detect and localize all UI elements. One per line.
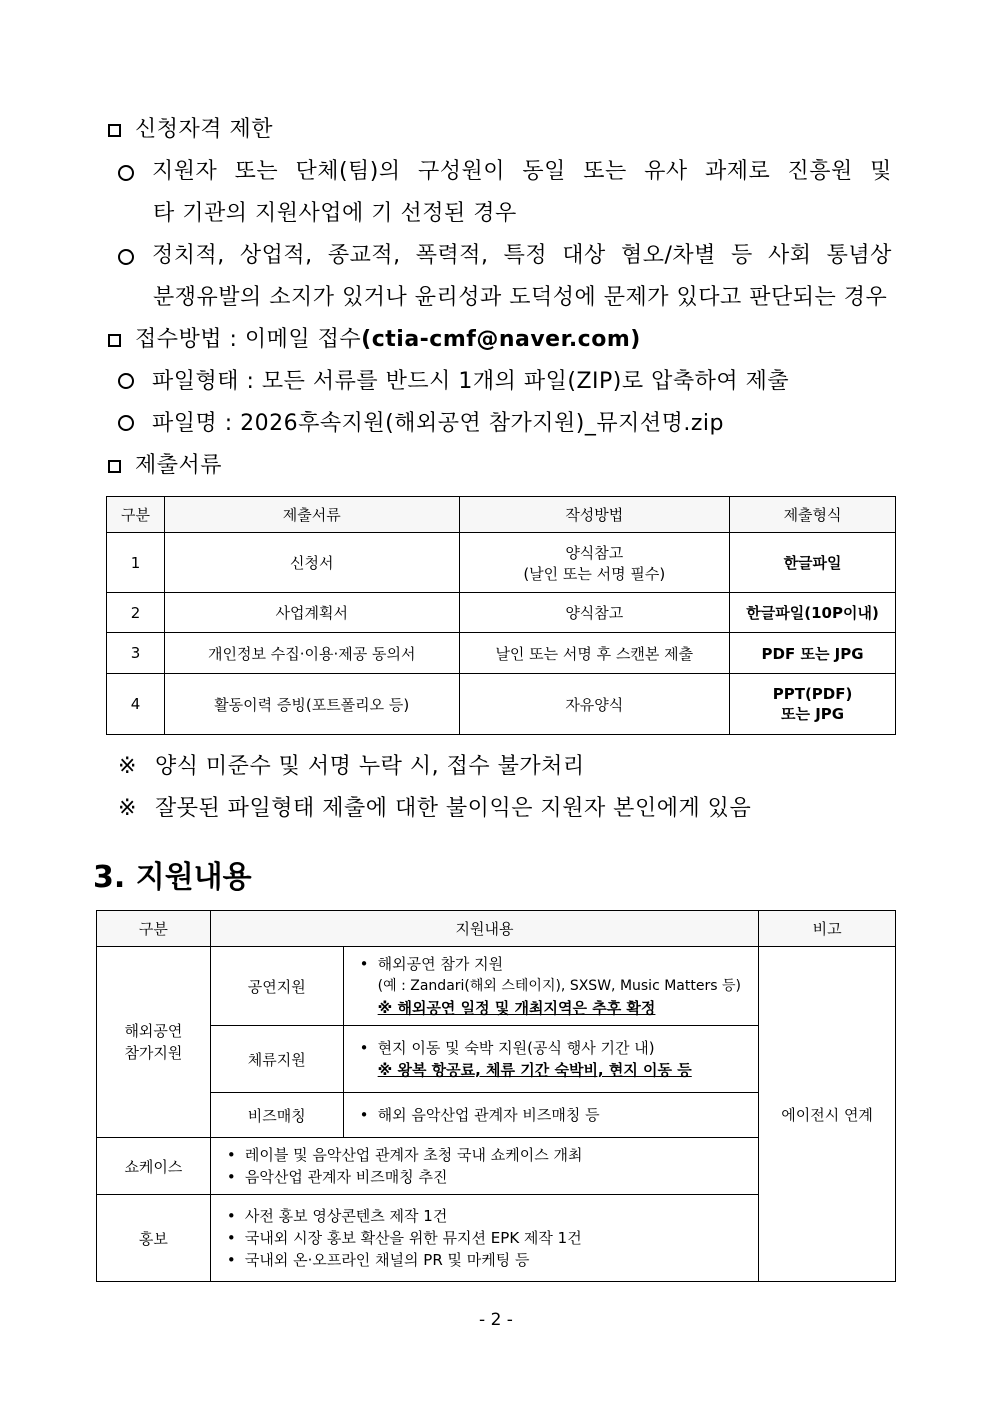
support-content: • 사전 홍보 영상콘텐츠 제작 1건 • 국내외 시장 홍보 확산을 위한 뮤지션 EPK 제작 1건 • 국내외 온·오프라인 채널의 PR 및 마케팅 등 xyxy=(210,1195,758,1282)
support-content: • 레이블 및 음악산업 관계자 초청 국내 쇼케이스 개최 • 음악산업 관계자 비즈매칭 추진 xyxy=(210,1138,758,1195)
sub-category: 비즈매칭 xyxy=(210,1093,343,1138)
word: 단체(팀)의 xyxy=(295,159,401,184)
word: 및 xyxy=(870,159,892,184)
group-label: 쇼케이스 xyxy=(97,1138,211,1195)
word: 통념상 xyxy=(826,243,892,268)
page-number: - 2 - xyxy=(479,1310,513,1330)
writing-method: 양식참고 xyxy=(459,593,730,633)
document-name: 개인정보 수집·이용·제공 동의서 xyxy=(164,633,459,674)
col-header: 제출서류 xyxy=(164,497,459,533)
word: 진흥원 xyxy=(787,159,853,184)
col-header: 구분 xyxy=(97,911,211,947)
col-header: 지원내용 xyxy=(210,911,758,947)
word: 정치적, xyxy=(152,243,225,268)
eligibility-item-1-line2: 타 기관의 지원사업에 기 선정된 경우 xyxy=(153,201,517,226)
eligibility-heading: 신청자격 제한 xyxy=(108,115,273,145)
file-name-item: 파일명 : 2026후속지원(해외공연 참가지원)_뮤지션명.zip xyxy=(118,409,724,439)
row-number: 2 xyxy=(107,593,165,633)
table-row xyxy=(107,674,896,735)
word: 지원자 xyxy=(152,159,218,184)
writing-method: 자유양식 xyxy=(459,674,730,735)
word: 종교적, xyxy=(327,243,401,268)
word: 구성원이 xyxy=(418,159,506,184)
col-header: 구분 xyxy=(107,497,165,533)
submission-format: PDF 또는 JPG xyxy=(730,633,896,674)
support-content: • 해외 음악산업 관계자 비즈매칭 등 xyxy=(343,1093,759,1138)
table-row xyxy=(107,593,896,633)
section-title: 3. 지원내용 xyxy=(93,860,252,895)
reference-mark-icon: ※ xyxy=(118,796,137,821)
sub-category: 체류지원 xyxy=(210,1026,343,1093)
circle-bullet-icon xyxy=(118,373,134,389)
table-row xyxy=(97,947,896,1026)
submission-email: (ctia-cmf@naver.com) xyxy=(361,327,641,352)
square-bullet-icon xyxy=(108,124,121,137)
writing-method: 날인 또는 서명 후 스캔본 제출 xyxy=(459,633,730,674)
remark: 에이전시 연계 xyxy=(759,947,896,1282)
word: 대상 xyxy=(562,243,606,268)
eligibility-item-2-line1 xyxy=(152,241,892,271)
document-name: 사업계획서 xyxy=(164,593,459,633)
word: 또는 xyxy=(583,159,627,184)
word: 동일 xyxy=(522,159,566,184)
row-number: 1 xyxy=(107,533,165,593)
square-bullet-icon xyxy=(108,334,121,347)
documents-heading: 제출서류 xyxy=(108,451,222,481)
group-label: 해외공연 참가지원 xyxy=(97,947,211,1138)
documents-header-row xyxy=(107,497,896,533)
word: 과제로 xyxy=(704,159,771,184)
submission-format: 한글파일 xyxy=(730,533,896,593)
col-header: 제출형식 xyxy=(730,497,896,533)
sub-category: 공연지원 xyxy=(210,947,343,1026)
eligibility-item-2 xyxy=(118,241,892,271)
word: 사회 xyxy=(767,243,812,268)
table-row xyxy=(107,633,896,674)
support-header-row xyxy=(97,911,896,947)
document-name: 신청서 xyxy=(164,533,459,593)
circle-bullet-icon xyxy=(118,165,134,181)
word: 혐오/차별 xyxy=(620,243,716,268)
support-content: • 해외공연 참가 지원 (예 : Zandari(해외 스테이지), SXSW, Music Matters 등) ※ 해외공연 일정 및 개최지역은 추후 확정 xyxy=(343,947,759,1026)
word: 또는 xyxy=(234,159,279,184)
word: 유사 xyxy=(644,159,688,184)
eligibility-item-1 xyxy=(118,157,892,187)
word: 특정 xyxy=(503,243,548,268)
eligibility-item-1-line1 xyxy=(152,157,892,187)
submission-format: 한글파일(10P이내) xyxy=(730,593,896,633)
document-name: 활동이력 증빙(포트폴리오 등) xyxy=(164,674,459,735)
circle-bullet-icon xyxy=(118,249,134,265)
eligibility-item-2-line2: 분쟁유발의 소지가 있거나 윤리성과 도덕성에 문제가 있다고 판단되는 경우 xyxy=(153,285,888,310)
square-bullet-icon xyxy=(108,460,121,473)
circle-bullet-icon xyxy=(118,415,134,431)
support-content: • 현지 이동 및 숙박 지원(공식 행사 기간 내) ※ 왕복 항공료, 체류 기간 숙박비, 현지 이동 등 xyxy=(343,1026,759,1093)
writing-method: 양식참고 (날인 또는 서명 필수) xyxy=(459,533,730,593)
note-2: ※ 잘못된 파일형태 제출에 대한 불이익은 지원자 본인에게 있음 xyxy=(118,794,751,824)
row-number: 3 xyxy=(107,633,165,674)
file-format-item: 파일형태 : 모든 서류를 반드시 1개의 파일(ZIP)로 압축하여 제출 xyxy=(118,367,789,397)
submission-heading: 접수방법 : 이메일 접수(ctia-cmf@naver.com) xyxy=(108,325,641,355)
group-label: 홍보 xyxy=(97,1195,211,1282)
submission-format: PPT(PDF) 또는 JPG xyxy=(730,674,896,735)
col-header: 작성방법 xyxy=(459,497,730,533)
note-1: ※ 양식 미준수 및 서명 누락 시, 접수 불가처리 xyxy=(118,752,585,782)
row-number: 4 xyxy=(107,674,165,735)
col-header: 비고 xyxy=(759,911,896,947)
word: 상업적, xyxy=(239,243,313,268)
word: 등 xyxy=(731,243,753,268)
support-table xyxy=(96,910,896,1282)
reference-mark-icon: ※ xyxy=(118,754,137,779)
word: 폭력적, xyxy=(415,243,489,268)
table-row xyxy=(107,533,896,593)
documents-table xyxy=(106,496,896,735)
